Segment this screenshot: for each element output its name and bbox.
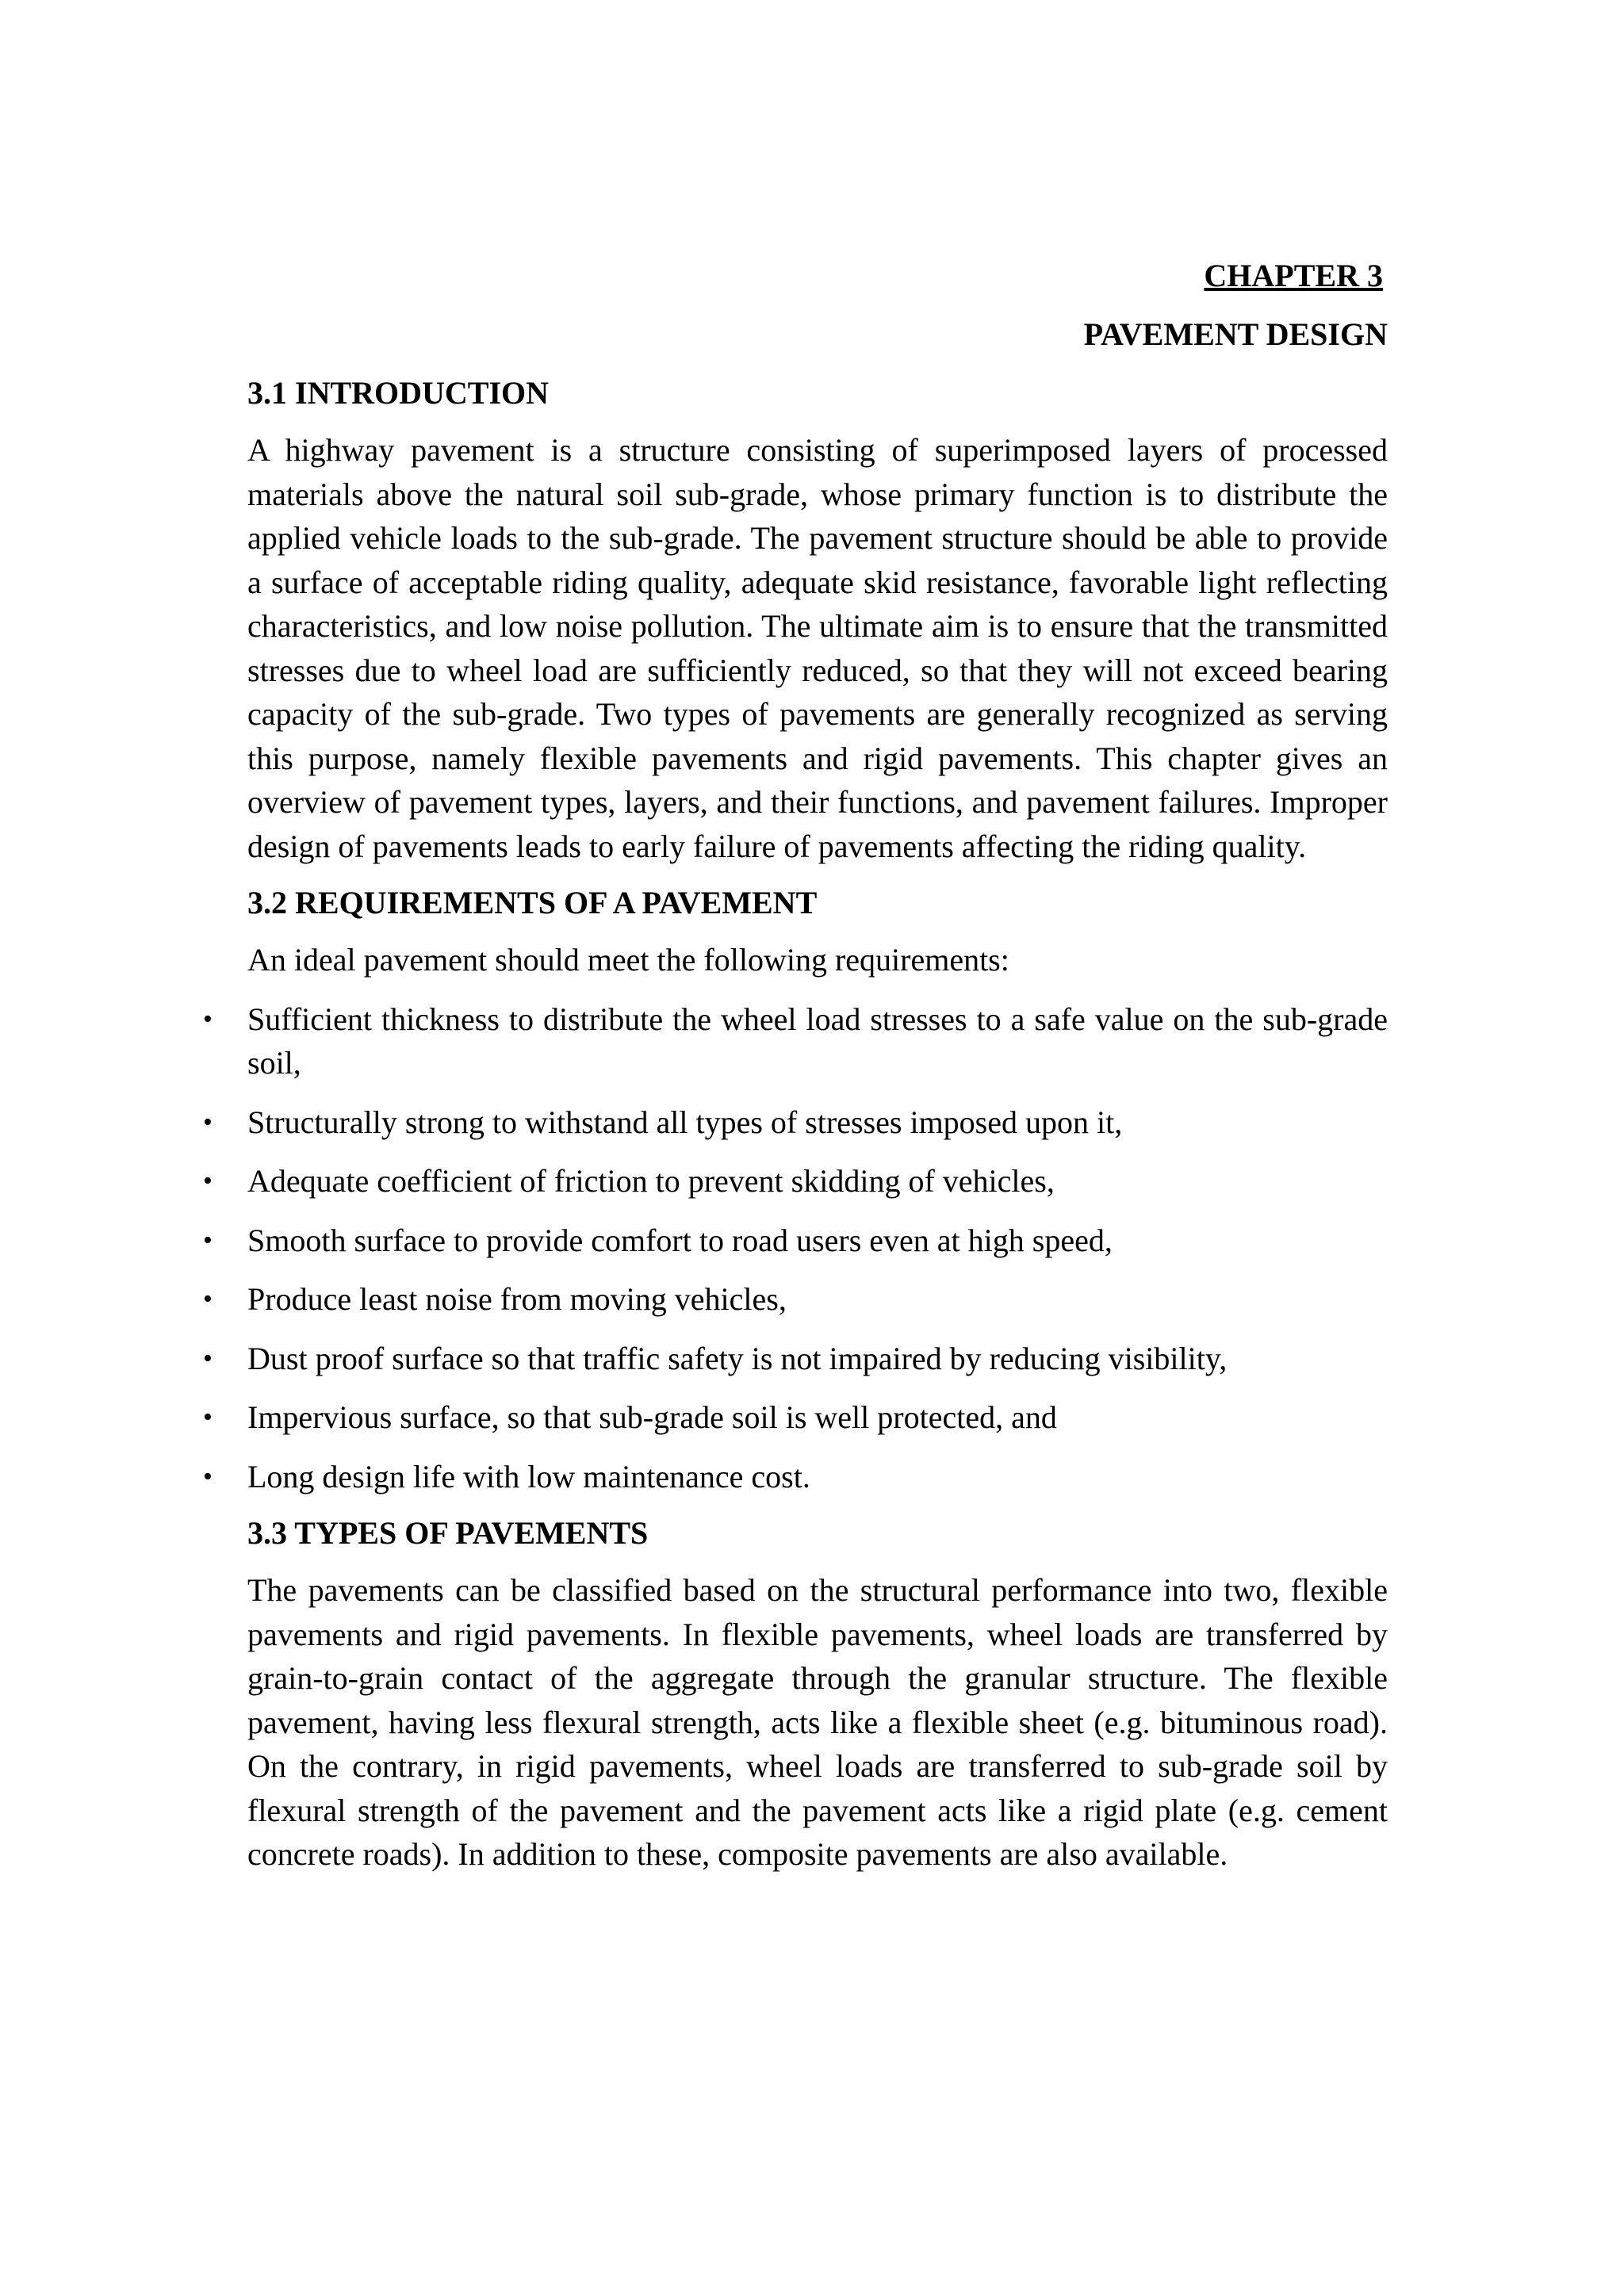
- bullet-icon: •: [203, 1461, 213, 1491]
- requirement-item: [203, 1455, 1388, 1499]
- bullet-icon: •: [203, 1004, 213, 1034]
- requirement-text: Structurally strong to withstand all types of stresses imposed upon it,: [247, 1104, 1123, 1140]
- requirement-item: [203, 1395, 1388, 1440]
- requirement-text: Adequate coefficient of friction to prevent skidding of vehicles,: [247, 1163, 1055, 1199]
- bullet-icon: •: [203, 1343, 213, 1373]
- requirement-text: Sufficient thickness to distribute the wheel load stresses to a safe value on the sub-grade soil,: [247, 1001, 1388, 1081]
- requirement-text: Smooth surface to provide comfort to road users even at high speed,: [247, 1222, 1113, 1258]
- chapter-title: PAVEMENT DESIGN: [1083, 316, 1388, 352]
- requirement-item: [203, 1337, 1388, 1381]
- types-paragraph: The pavements can be classified based on the structural performance into two, flexible pavements and rigid pavements. In flexible pavements, wheel loads are transferred by grain-to-grain contact of the aggregate through the granular structure. The flexible pavement, having less flexural strength, acts like a flexible sheet (e.g. bituminous road). On the contrary, in rigid pavements, wheel loads are transferred to sub-grade soil by flexural strength of the pavement and the pavement acts like a rigid plate (e.g. cement concrete roads). In addition to these, composite pavements are also available.: [247, 1572, 1388, 1872]
- requirement-item: [203, 1100, 1388, 1145]
- bullet-icon: •: [203, 1107, 213, 1137]
- requirement-text: Dust proof surface so that traffic safety is not impaired by reducing visibility,: [247, 1340, 1228, 1376]
- requirements-intro: An ideal pavement should meet the following requirements:: [247, 942, 1009, 978]
- section-heading-requirements: 3.2 REQUIREMENTS OF A PAVEMENT: [247, 885, 818, 920]
- bullet-icon: •: [203, 1166, 213, 1196]
- requirement-item: [203, 1277, 1388, 1322]
- requirement-text: Long design life with low maintenance cost.: [247, 1458, 810, 1494]
- bullet-icon: •: [203, 1402, 213, 1432]
- requirement-text: Produce least noise from moving vehicles,: [247, 1281, 787, 1317]
- chapter-label: CHAPTER 3: [1204, 258, 1383, 293]
- section-heading-types: 3.3 TYPES OF PAVEMENTS: [247, 1515, 649, 1551]
- introduction-paragraph: A highway pavement is a structure consisting of superimposed layers of processed materials above the natural soil sub-grade, whose primary function is to distribute the applied vehicle loads to the sub-grade. The pavement structure should be able to provide a surface of acceptable riding quality, adequate skid resistance, favorable light reflecting characteristics, and low noise pollution. The ultimate aim is to ensure that the transmitted stresses due to wheel load are sufficiently reduced, so that they will not exceed bearing capacity of the sub-grade. Two types of pavements are generally recognized as serving this purpose, namely flexible pavements and rigid pavements. This chapter gives an overview of pavement types, layers, and their functions, and pavement failures. Improper design of pavements leads to early failure of pavements affecting the riding quality.: [247, 432, 1388, 864]
- requirements-list: [203, 997, 1388, 1499]
- requirement-item: [203, 1159, 1388, 1203]
- page-content: [203, 252, 1388, 1877]
- requirement-item: [203, 1219, 1388, 1263]
- bullet-icon: •: [203, 1284, 213, 1314]
- requirement-text: Impervious surface, so that sub-grade soil is well protected, and: [247, 1399, 1057, 1435]
- section-heading-introduction: 3.1 INTRODUCTION: [247, 375, 550, 411]
- bullet-icon: •: [203, 1225, 213, 1255]
- requirement-item: [203, 997, 1388, 1085]
